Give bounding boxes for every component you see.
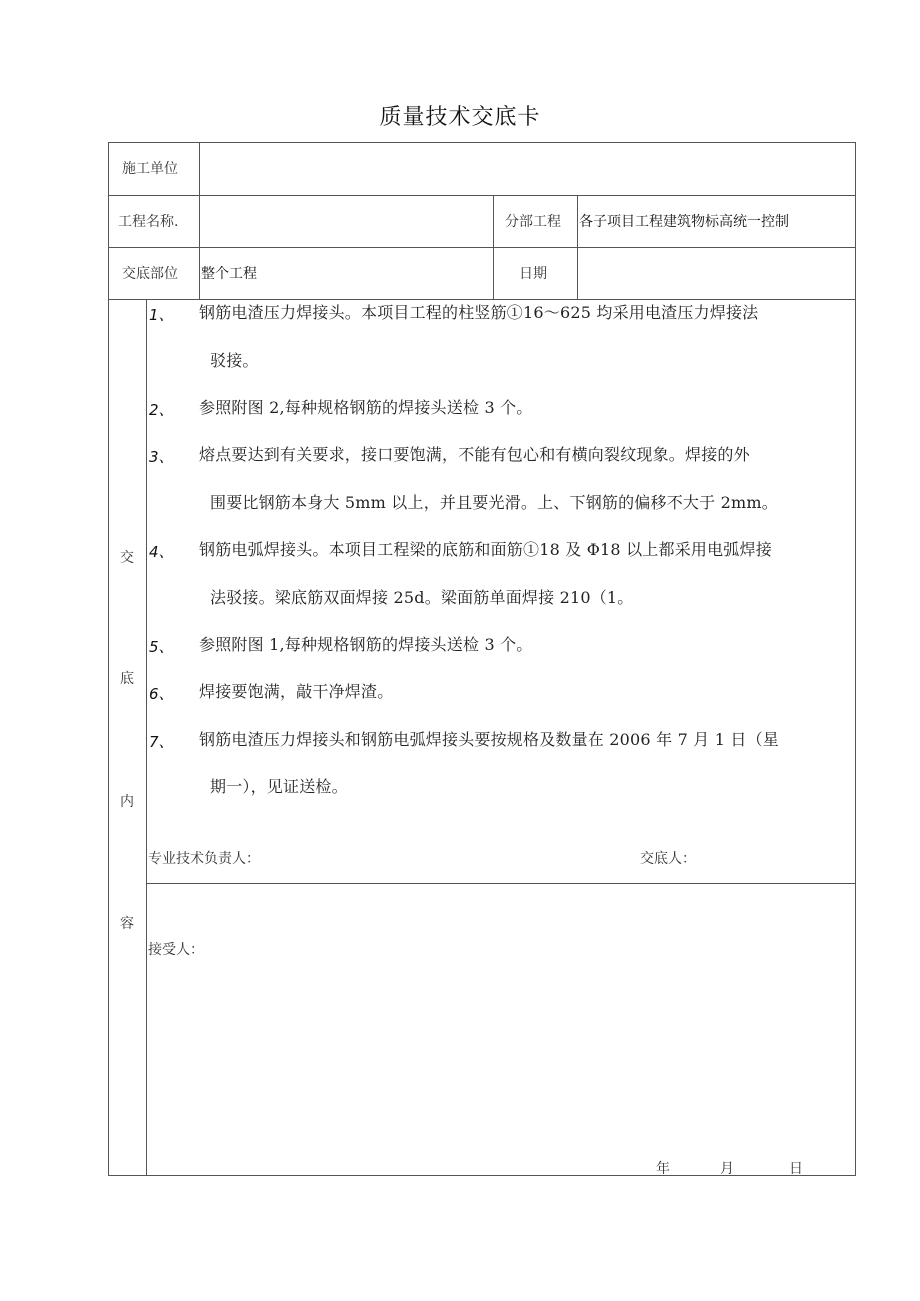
date-label: 日期 [519,266,547,282]
col-divider [493,195,494,300]
date-month-label: 月 [720,1161,734,1177]
discloser-label: 交底人： [640,851,696,867]
part-label: 交底部位 [122,266,178,282]
receiver-label: 接受人： [148,942,204,958]
side-label-char: 底 [120,671,134,687]
item-number: 1、 [149,306,174,324]
col-divider [577,195,578,300]
signature-divider [146,883,856,884]
row-divider [108,247,856,248]
item-text: 钢筋电渣压力焊接头和钢筋电弧焊接头要按规格及数量在 2006 年 7 月 1 日（星 [199,730,779,749]
side-column-divider [146,299,147,1176]
table-top-border [108,142,856,143]
item-text-continued: 驳接。 [210,351,259,370]
tech-lead-label: 专业技术负责人： [148,851,260,867]
sub-project-value: 各子项目工程建筑物标高统一控制 [579,214,789,230]
side-label-char: 容 [120,916,134,932]
item-text: 钢筋电弧焊接头。本项目工程梁的底筋和面筋①18 及 Φ18 以上都采用电弧焊接 [199,540,772,559]
date-day-label: 日 [789,1161,803,1177]
item-text-continued: 围要比钢筋本身大 5mm 以上，并且要光滑。上、下钢筋的偏移不大于 2mm。 [210,493,778,512]
side-label-char: 内 [120,794,134,810]
item-number: 5、 [149,638,174,656]
item-text: 钢筋电渣压力焊接头。本项目工程的柱竖筋①16～625 均采用电渣压力焊接法 [199,303,759,322]
item-text-continued: 法驳接。梁底筋双面焊接 25d。梁面筋单面焊接 210（1。 [210,588,634,607]
date-year-label: 年 [656,1161,670,1177]
table-right-border [855,142,856,1176]
item-text: 参照附图 1,每种规格钢筋的焊接头送检 3 个。 [199,635,533,654]
item-text: 熔点要达到有关要求，接口要饱满，不能有包心和有横向裂纹现象。焊接的外 [199,445,750,464]
item-number: 6、 [149,685,174,703]
item-number: 7、 [149,733,174,751]
col-divider [199,142,200,300]
part-value: 整个工程 [201,266,257,282]
item-number: 4、 [149,543,174,561]
item-number: 3、 [149,448,174,466]
row-divider [108,299,856,300]
unit-label: 施工单位 [122,161,178,177]
side-label-char: 交 [120,550,134,566]
page-title: 质量技术交底卡 [379,105,541,130]
item-text: 焊接要饱满，敲干净焊渣。 [199,682,394,701]
table-bottom-border [108,1175,856,1176]
table-left-border [108,142,109,1176]
sub-project-label: 分部工程 [505,214,561,230]
item-text: 参照附图 2,每种规格钢筋的焊接头送检 3 个。 [199,398,533,417]
project-label: 工程名称. [118,214,179,230]
item-number: 2、 [149,401,174,419]
row-divider [108,195,856,196]
item-text-continued: 期一），见证送检。 [210,777,348,796]
